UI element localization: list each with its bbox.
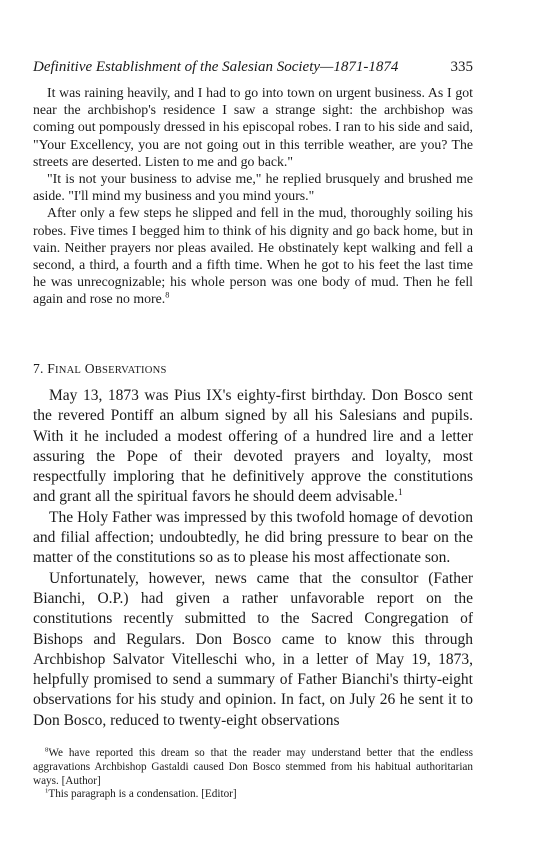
footnote xyxy=(33,788,473,802)
section-heading xyxy=(33,360,473,380)
footnote-ref: 1 xyxy=(398,488,403,499)
running-head xyxy=(33,58,473,76)
section-number: 7. xyxy=(33,361,44,376)
footnote-marker: 8 xyxy=(45,746,49,754)
dream-paragraph xyxy=(33,204,473,307)
dream-paragraph: It was raining heavily, and I had to go into town on urgent business. As I got near the archbishop's residence I saw a strange sight: the archbishop was coming out pompously dressed in his episcopal robes. I ran to his side and said, "Your Excellency, you are not going out in this terrible weather, are you? The streets are deserted. Listen to me and go back." xyxy=(33,85,473,169)
dream-paragraph: "It is not your business to advise me," he replied brusquely and brushed me aside. "I'll mind my business and you mind yours." xyxy=(33,171,473,204)
footnote-text: This paragraph is a condensation. [Editor] xyxy=(48,788,237,801)
footnotes xyxy=(33,747,473,802)
footnote-text: We have reported this dream so that the reader may understand better that the endless aggravations Archbishop Gastaldi caused Don Bosco stemmed from his habitual authoritarian ways. [Author] xyxy=(33,747,473,787)
main-text xyxy=(33,386,473,731)
body-paragraph: Unfortunately, however, news came that the consultor (Father Bianchi, O.P.) had given a rather unfavorable report on the constitutions recently submitted to the Sacred Congregation of Bishops and Regulars. Don Bosco came to know this through Archbishop Salvator Vitelleschi who, in a letter of May 19, 1873, helpfully promised to send a summary of Father Bianchi's thirty-eight observations for his study and opinion. In fact, on July 26 he sent it to Don Bosco, reduced to twenty-eight observations xyxy=(33,569,473,729)
footnote-ref: 8 xyxy=(165,290,170,300)
running-title: Definitive Establishment of the Salesian Society—1871-1874 xyxy=(33,59,399,75)
body-paragraph: The Holy Father was impressed by this twofold homage of devotion and filial affection; undoubtedly, he did bring pressure to bear on the matter of the constitutions so as to please his most affectionate son. xyxy=(33,508,473,567)
dream-narrative xyxy=(33,84,473,308)
footnote-marker: 1 xyxy=(45,787,49,795)
body-paragraph-text: May 13, 1873 was Pius IX's eighty-first birthday. Don Bosco sent the revered Pontiff an album signed by all his Salesians and pupils. With it he included a modest offering of a hundred lire and a letter assuring the Pope of their devoted prayers and loyalty, most respectfully imploring that he definitively approve the constitutions and grant all the spiritual favors he should deem advisable. xyxy=(33,387,473,506)
footnote xyxy=(33,747,473,788)
page-number: 335 xyxy=(450,59,473,75)
dream-paragraph-text: After only a few steps he slipped and fell in the mud, thoroughly soiling his robes. Five times I begged him to think of his dignity and go back home, but in vain. Neither prayers nor pleas availed. He obstinately kept walking and fell a second, a third, a fourth and a fifth time. When he got to his feet the last time he was unrecognizable; his whole person was one body of mud. Then he fell again and rose no more. xyxy=(33,205,473,307)
body-paragraph xyxy=(33,386,473,508)
section-title: FINAL OBSERVATIONS xyxy=(47,361,167,376)
